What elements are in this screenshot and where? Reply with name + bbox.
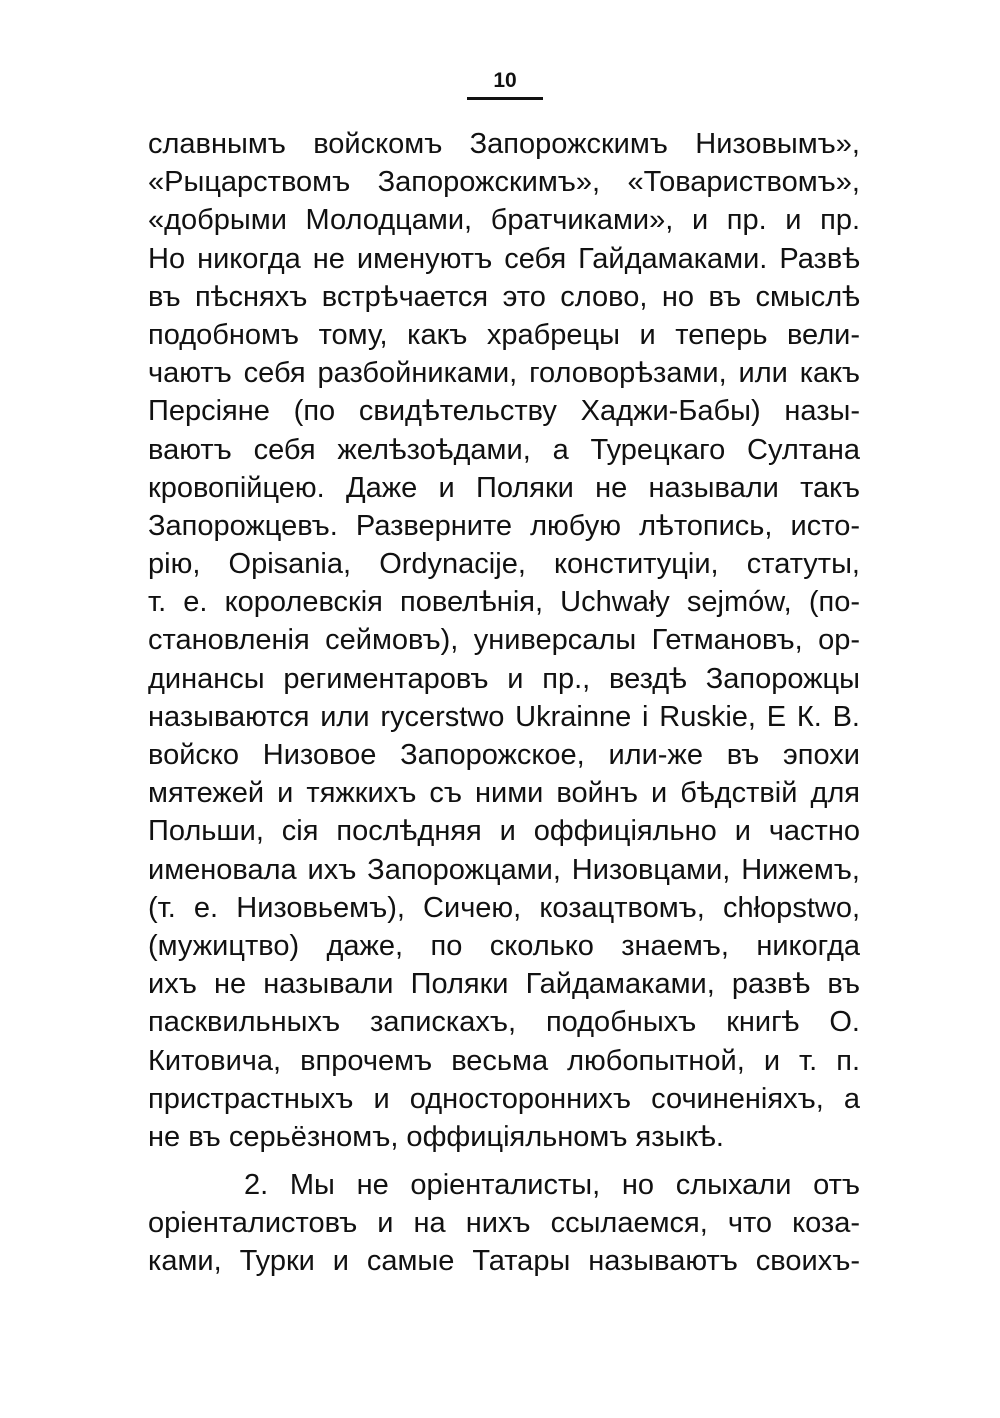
text-line: оріенталистовъ и на нихъ ссылаемся, что коза- — [148, 1207, 860, 1240]
text-line: рію, Opisania, Ordynacije, конституціи, статуты, — [148, 548, 860, 581]
text-line: «Рыцарствомъ Запорожскимъ», «Товариствомъ», — [148, 166, 860, 199]
paragraph-start-line: 2. Мы не оріенталисты, но слыхали отъ — [244, 1169, 860, 1202]
text-line: въ пѣсняхъ встрѣчается это слово, но въ смыслѣ — [148, 280, 860, 313]
text-line: войско Низовое Запорожское, или-же въ эпохи — [148, 739, 860, 771]
text-line: ками, Турки и самые Татары называютъ своихъ- — [148, 1245, 860, 1278]
text-line: пасквильныхъ запискахъ, подобныхъ книгѣ О. — [148, 1006, 860, 1039]
text-line: Но никогда не именуютъ себя Гайдамаками. Развѣ — [148, 242, 860, 275]
text-line: «добрыми Молодцами, братчиками», и пр. и пр. — [148, 204, 860, 237]
text-line: чаютъ себя разбойниками, головорѣзами, или какъ — [148, 357, 860, 390]
text-line: (мужицтво) даже, по сколько знаемъ, никогда — [148, 929, 860, 962]
text-line: именовала ихъ Запорожцами, Низовцами, Нижемъ, — [148, 853, 860, 886]
text-line: Персіяне (по свидѣтельству Хаджи-Бабы) назы- — [148, 395, 860, 428]
header-rule — [467, 97, 543, 100]
text-line: пристрастныхъ и одностороннихъ сочиненіяхъ, а — [148, 1082, 860, 1115]
page-header — [466, 68, 544, 100]
text-line: (т. е. Низовьемъ), Сичею, козацтвомъ, chłopstwo, — [148, 891, 860, 924]
text-line: Запорожцевъ. Разверните любую лѣтопись, исто- — [148, 509, 860, 542]
body-text — [148, 125, 860, 1281]
text-line: подобномъ тому, какъ храбрецы и теперь вели- — [148, 318, 860, 351]
page-number: 10 — [493, 69, 517, 92]
text-line: не въ серьёзномъ, оффиціяльномъ языкѣ. — [148, 1120, 724, 1153]
text-line: мятежей и тяжкихъ съ ними войнъ и бѣдствій для — [148, 777, 860, 810]
text-line: т. е. королевскія повелѣнія, Uchwały sejmów, (по- — [148, 586, 860, 619]
text-line: ихъ не называли Поляки Гайдамаками, развѣ въ — [148, 968, 860, 1001]
text-line: становленія сеймовъ), универсалы Гетмановъ, ор- — [148, 624, 860, 657]
text-line: Польши, сія послѣдняя и оффиціяльно и частно — [148, 815, 860, 848]
text-line: динансы региментаровъ и пр., вездѣ Запорожцы — [148, 662, 860, 695]
text-line: кровопійцею. Даже и Поляки не называли такъ — [148, 471, 860, 504]
text-line: ваютъ себя желѣзоѣдами, а Турецкаго Султана — [148, 433, 860, 466]
text-line: славнымъ войскомъ Запорожскимъ Низовымъ», — [148, 128, 860, 160]
text-line: называются или rycerstwo Ukrainne i Ruskie, Е К. В. — [148, 700, 860, 733]
text-line: Китовича, впрочемъ весьма любопытной, и т. п. — [148, 1044, 860, 1077]
